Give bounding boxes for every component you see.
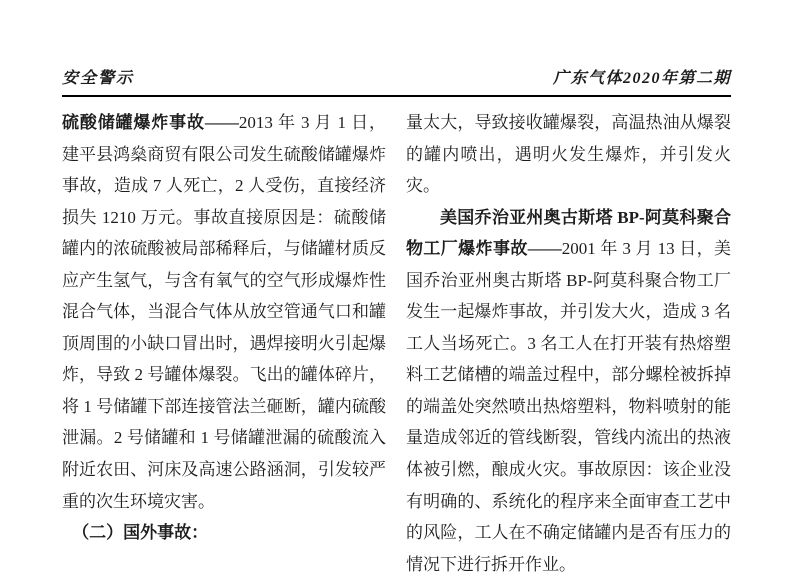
two-column-layout: [62, 107, 731, 580]
left-column: [62, 107, 386, 580]
continuation-paragraph: 量太大，导致接收罐爆裂，高温热油从爆裂的罐内喷出，遇明火发生爆炸，并引发火灾。: [406, 113, 731, 196]
right-column: [406, 107, 731, 580]
page-header: [62, 58, 731, 88]
header-issue-title: 广东气体2020年第二期: [552, 70, 731, 87]
foreign-incident-title: 美国乔治亚州奥古斯塔 BP-阿莫科聚合物工厂爆炸事故——: [406, 207, 731, 259]
foreign-incident-body: 2001 年 3 月 13 日，美国乔治亚州奥古斯塔 BP-阿莫科聚合物工厂发生一起爆炸事故，并引发大火，造成 3 名工人当场死亡。3 名工人在打开装有热熔塑料工艺储槽的端盖过程中，部分螺栓被拆掉的端盖处突然喷出热熔塑料，物料喷射的能量造成邻近的管线断裂，管线内流出的热液体被引燃，酿成火灾。事故原因：该企业没有明确的、系统化的程序来全面审查工艺中的风险，工人在不确定储罐内是否有压力的情况下进行拆开作业。: [406, 239, 731, 574]
domestic-incident-title: 硫酸储罐爆炸事故——: [62, 113, 239, 132]
foreign-incident-paragraph: [406, 202, 731, 580]
header-section-title: 安全警示: [62, 70, 135, 87]
domestic-incident-paragraph: [62, 107, 386, 517]
header-divider-rule: [62, 95, 731, 97]
domestic-incident-body: 2013 年 3 月 1 日，建平县鸿燊商贸有限公司发生硫酸储罐爆炸事故，造成 7 人死亡，2 人受伤，直接经济损失 1210 万元。事故直接原因是：硫酸储罐内的浓硫酸被局部稀释后，与储罐材质反应产生氢气，与含有氧气的空气形成爆炸性混合气体，当混合气体从放空管通气口和罐顶周围的小缺口冒出时，遇焊接明火引起爆炸，导致 2 号罐体爆裂。飞出的罐体碎片，将 1 号储罐下部连接管法兰砸断，罐内硫酸泄漏。2 号储罐和 1 号储罐泄漏的硫酸流入附近农田、河床及高速公路涵洞，引发较严重的次生环境灾害。: [62, 113, 386, 511]
section-heading-foreign-incidents: （二）国外事故：: [72, 523, 209, 543]
